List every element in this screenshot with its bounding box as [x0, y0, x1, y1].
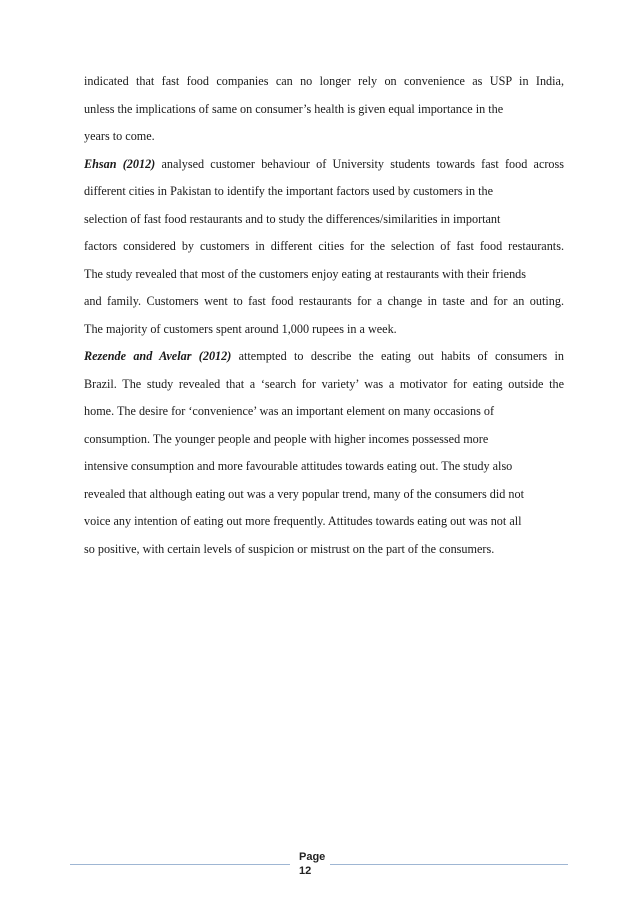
line-text: The majority of customers spent around 1,000 rupees in a week. [84, 321, 397, 336]
line-text: home. The desire for ‘convenience’ was an important element on many occasions of [84, 404, 495, 418]
text-line [84, 316, 564, 344]
footer-rule-left [70, 864, 290, 865]
line-text: analysed customer behaviour of University students towards fast food across [155, 156, 564, 171]
text-line [84, 288, 564, 316]
page-number: 12 [299, 865, 312, 877]
line-text: consumption. The younger people and people with higher incomes possessed more [84, 431, 489, 446]
body-text [84, 68, 564, 563]
text-line [84, 123, 564, 151]
line-text: different cities in Pakistan to identify the important factors used by customers in the [84, 184, 493, 198]
line-text: The study revealed that most of the customers enjoy eating at restaurants with their friends [84, 266, 527, 281]
citation-author: Rezende and Avelar (2012) [84, 349, 232, 363]
line-text: unless the implications of same on consumer’s health is given equal importance in the [84, 101, 504, 116]
citation-author: Ehsan (2012) [84, 156, 156, 171]
text-line [84, 426, 564, 454]
footer-rule-right [330, 864, 568, 865]
page-footer [70, 850, 568, 886]
line-text: Brazil. The study revealed that a ‘search for variety’ was a motivator for eating outside the [84, 376, 564, 391]
line-text: attempted to describe the eating out habits of consumers in [231, 349, 564, 363]
text-line [84, 178, 564, 206]
line-text: intensive consumption and more favourable attitudes towards eating out. The study also [84, 459, 513, 473]
text-line [84, 233, 564, 261]
line-text: and family. Customers went to fast food restaurants for a change in taste and for an outing. [84, 294, 564, 308]
text-line [84, 536, 564, 564]
page-word: Page [299, 851, 326, 863]
text-line [84, 508, 564, 536]
line-text: so positive, with certain levels of suspicion or mistrust on the part of the consumers. [84, 541, 495, 556]
line-text: selection of fast food restaurants and to study the differences/similarities in important [84, 211, 501, 226]
line-text: years to come. [84, 129, 155, 143]
text-line [84, 453, 564, 481]
line-text: voice any intention of eating out more frequently. Attitudes towards eating out was not all [84, 514, 522, 528]
line-text: indicated that fast food companies can no longer rely on convenience as USP in India, [84, 74, 564, 88]
text-line [84, 398, 564, 426]
line-text: factors considered by customers in different cities for the selection of fast food restaurants. [84, 239, 564, 253]
text-line [84, 261, 564, 289]
text-line [84, 151, 564, 179]
text-line [84, 371, 564, 399]
text-line [84, 206, 564, 234]
text-line [84, 96, 564, 124]
text-line [84, 343, 564, 371]
line-text: revealed that although eating out was a very popular trend, many of the consumers did not [84, 486, 524, 501]
text-line [84, 68, 564, 96]
text-line [84, 481, 564, 509]
